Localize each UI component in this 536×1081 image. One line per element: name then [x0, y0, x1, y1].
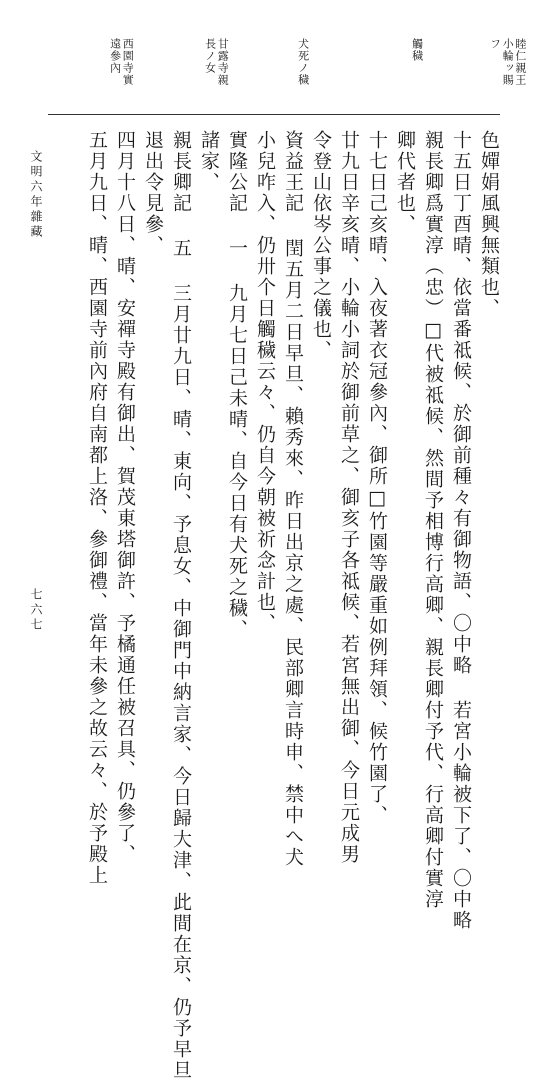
text-column-10: 實隆公記 一 九月七日己未晴、自今日有犬死之穢、: [226, 130, 248, 640]
text-column-3: 親長卿爲實淳（忠）□代被祗候、然間予相博行高卿、親長卿付予代、行高卿付實淳: [422, 130, 444, 910]
page-number: 七六七: [29, 588, 43, 633]
text-column-9: 小兒咋入、仍卅个日觸穢云々、仍自今朝被祈念計也、: [254, 130, 276, 634]
text-column-6: 廿九日辛亥晴、小輪小詞於御前草之、御亥子各祗候、若宮無出御、今日元成男: [338, 130, 360, 865]
text-column-8: 資益王記 閏五月二日早旦、賴秀來、昨日出京之處、民部卿言時申、禁中へ犬: [282, 130, 304, 868]
headnote-5: 西園寺實 遠參內: [108, 38, 135, 86]
text-column-11: 諸家、: [198, 130, 220, 193]
text-column-14: 四月十八日、晴、安禪寺殿有御出、賀茂東塔御許、予橘通任被召具、仍參了、: [114, 130, 136, 865]
text-column-4: 卿代者也、: [394, 130, 416, 235]
headnote-3: 犬死ノ穢: [296, 38, 310, 86]
text-column-12: 親長卿記 五 三月廿九日、晴、東向、予息女、中御門中納言家、今日歸大津、此間在京、仍予早旦: [170, 130, 192, 1081]
text-column-1: 色嬋娟風興無類也、: [478, 130, 500, 319]
header-rule: [48, 114, 500, 115]
text-column-5: 十七日己亥晴、入夜著衣冠參內、御所□竹園等嚴重如例拜領、候竹園了、: [366, 130, 388, 826]
text-column-13: 退出令見參、: [142, 130, 164, 256]
headnote-2: 觸穢: [410, 38, 424, 62]
running-title: 文明六年雜藏: [29, 150, 43, 240]
headnote-4: 甘露寺親 長ノ女: [203, 38, 230, 86]
headnote-1: 睦仁親王 小輪ッ賜 フ: [488, 38, 527, 86]
text-column-7: 令登山依岑公事之儀也、: [310, 130, 332, 361]
text-column-15: 五月九日、晴、西園寺前內府自南都上洛、參御禮、當年未參之故云々、於予殿上: [86, 130, 108, 886]
text-column-2: 十五日丁酉晴、依當番祗候、於御前種々有御物語、〇中略 若宮小輪被下了、〇中略: [450, 130, 472, 931]
